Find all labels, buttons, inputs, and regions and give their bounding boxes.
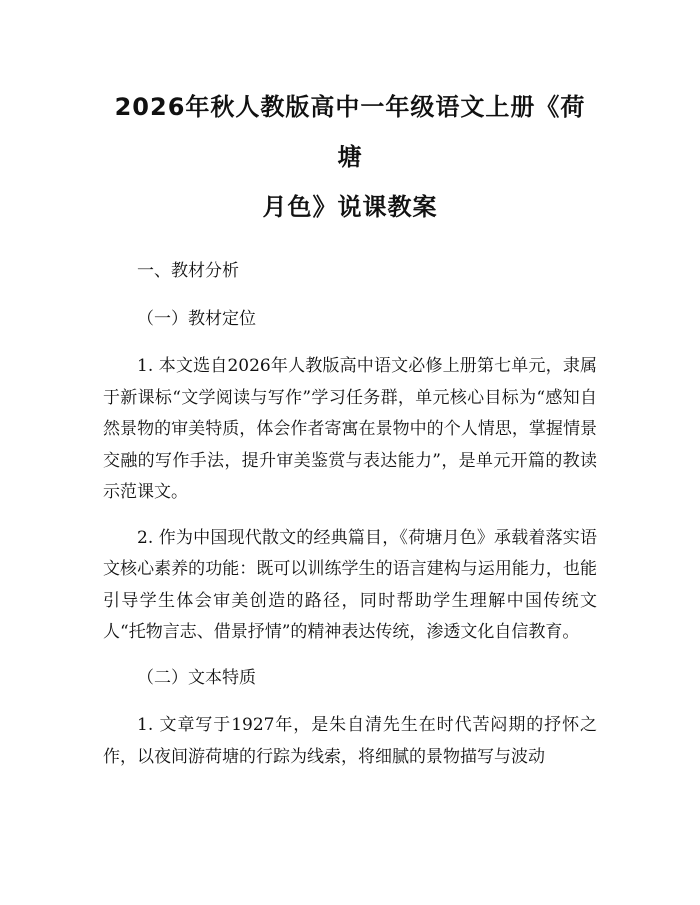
section-heading-textbook-analysis: 一、教材分析 <box>137 261 239 281</box>
paragraph-position-2: 2. 作为中国现代散文的经典篇目，《荷塘月色》承载着落实语文核心素养的功能：既可以训练学生的语言建构与运用能力，也能引导学生体会审美创造的路径，同时帮助学生理解中国传统文人“托物言志、借景抒情”的精神表达传统，渗透文化自信教育。 <box>103 527 597 642</box>
document-title <box>103 82 597 232</box>
title-line-1: 2026年秋人教版高中一年级语文上册《荷塘 <box>114 93 586 171</box>
subsection-heading-textbook-position: （一）教材定位 <box>137 308 256 329</box>
subsection-heading-text-features: （二）文本特质 <box>137 667 256 688</box>
paragraph-position-1: 1. 本文选自2026年人教版高中语文必修上册第七单元，隶属于新课标“文学阅读与写作”学习任务群，单元核心目标为“感知自然景物的审美特质，体会作者寄寓在景物中的个人情思，掌握情景交融的写作手法，提升审美鉴赏与表达能力”，是单元开篇的教读示范课文。 <box>103 356 597 502</box>
paragraph-features-1: 1. 文章写于1927年，是朱自清先生在时代苦闷期的抒怀之作，以夜间游荷塘的行踪为线索，将细腻的景物描写与波动 <box>103 715 597 767</box>
title-line-2: 月色》说课教案 <box>262 193 438 221</box>
